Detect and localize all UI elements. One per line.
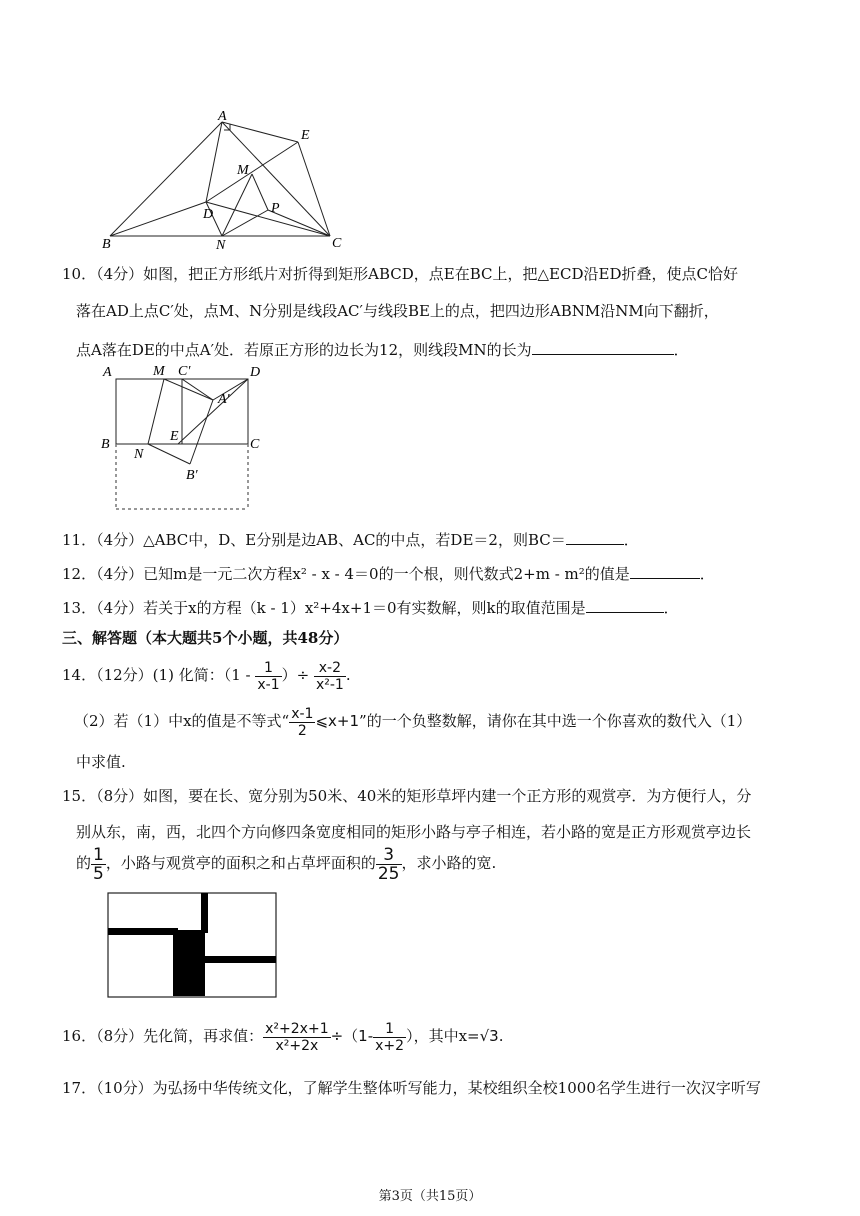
q15-frac1-num: 1 — [93, 844, 104, 865]
figure1-label-D: D — [203, 207, 214, 222]
q10-line3-end: ． — [673, 341, 689, 359]
figure2-label-A1: A′ — [218, 392, 230, 407]
q16-frac2-num: 1 — [373, 1021, 406, 1038]
q11-answer-blank[interactable] — [566, 528, 624, 545]
q13-end: ． — [663, 599, 679, 617]
q10-line3 — [76, 338, 689, 360]
q16-fraction-1 — [263, 1021, 330, 1054]
geometry-figure-triangle — [100, 108, 350, 250]
q14-fraction-1 — [255, 660, 281, 693]
q10-line2: 落在AD上点C′处，点M、N分别是线段AC′与线段BE上的点，把四边形ABNM沿NM向下翻折， — [76, 302, 719, 320]
lawn-paths-figure — [107, 892, 279, 1000]
q13-answer-blank[interactable] — [586, 596, 664, 613]
q12-answer-blank[interactable] — [630, 562, 700, 579]
q14-frac1-den: x-1 — [257, 676, 280, 693]
q15-text-line1: （8分）如图，要在长、宽分别为50米、40米的矩形草坪内建一个正方形的观赏亭．为方便行人，分 — [96, 787, 752, 805]
q14-frac3-den: 2 — [297, 722, 307, 739]
q15-line3-mid: ，小路与观赏亭的面积之和占草坪面积的 — [105, 854, 376, 872]
q14-line3: 中求值. — [76, 753, 126, 771]
q10-text-line1: （4分）如图，把正方形纸片对折得到矩形ABCD，点E在BC上，把△ECD沿ED折叠，使点C恰好 — [96, 265, 738, 283]
q13-line — [62, 596, 679, 618]
q15-frac2-den: 25 — [377, 863, 400, 884]
q14-part1-mid: ）÷ — [281, 666, 310, 684]
q11-line — [62, 528, 639, 550]
q15-frac1-den: 5 — [93, 863, 104, 884]
q15-line3-end: ，求小路的宽. — [401, 854, 497, 872]
q14-line1 — [62, 656, 351, 694]
q16-frac2-den: x+2 — [375, 1037, 405, 1054]
figure1-label-M: M — [237, 163, 249, 178]
q10-number: 10． — [62, 265, 97, 283]
q15-line3-prefix: 的 — [76, 854, 92, 872]
q14-fraction-2 — [314, 660, 346, 693]
figure2-label-E: E — [170, 429, 179, 444]
q17-text-line1: （10分）为弘扬中华传统文化，了解学生整体听写能力，某校组织全校1000名学生进行一次汉字听写 — [96, 1079, 761, 1097]
figure1-label-C: C — [332, 236, 342, 250]
q16-prefix: （8分）先化简，再求值： — [96, 1027, 264, 1045]
figure2-label-A: A — [103, 365, 112, 380]
q17-number: 17． — [62, 1079, 97, 1097]
q17-line1 — [62, 1078, 761, 1098]
q16-line — [62, 1014, 504, 1058]
figure1-label-B: B — [102, 237, 111, 250]
figure2-label-M: M — [153, 364, 165, 379]
q16-frac1-num: x²+2x+1 — [265, 1020, 329, 1037]
q10-line1 — [62, 264, 738, 284]
q16-fraction-2 — [373, 1021, 406, 1054]
q14-number: 14． — [62, 666, 97, 684]
q16-frac1-den: x²+2x — [275, 1037, 319, 1054]
q12-line — [62, 562, 715, 584]
figure2-label-B: B — [101, 437, 110, 452]
figure2-label-N: N — [134, 447, 144, 462]
q16-number: 16． — [62, 1027, 97, 1045]
q12-end: ． — [699, 565, 715, 583]
figure1-label-P: P — [271, 201, 280, 216]
q14-frac2-num: x-2 — [314, 660, 346, 677]
q16-sqrt: √3 — [479, 1027, 499, 1045]
q14-part2-prefix: （2）若（1）中x的值是不等式“ — [74, 712, 290, 730]
q14-frac1-num: 1 — [255, 660, 281, 677]
q14-part1-prefix: （12分）(1) 化简：（1 - — [96, 666, 251, 684]
q16-mid: ÷（1- — [330, 1027, 374, 1045]
q11-end: ． — [623, 531, 639, 549]
figure2-label-C: C — [250, 437, 260, 452]
geometry-figure-folded-rectangle — [98, 362, 268, 514]
q14-part1-end: . — [345, 666, 351, 684]
q15-frac2-num: 3 — [376, 846, 402, 865]
figure1-label-E: E — [301, 128, 310, 143]
q15-line2: 别从东，南，西，北四个方向修四条宽度相同的矩形小路与亭子相连，若小路的宽是正方形观赏亭边长 — [76, 823, 752, 841]
q14-line2 — [74, 702, 751, 740]
q14-part2-suffix: ”的一个负整数解，请你在其中选一个你喜欢的数代入（1） — [359, 712, 752, 730]
q13-text: （4分）若关于x的方程（k - 1）x²+4x+1＝0有实数解，则k的取值范围是 — [96, 599, 586, 617]
q11-text: （4分）△ABC中，D、E分别是边AB、AC的中点，若DE＝2，则BC＝ — [96, 531, 566, 549]
q14-fraction-3 — [289, 706, 315, 739]
q16-suffix: ），其中x= — [406, 1027, 480, 1045]
q13-number: 13． — [62, 599, 97, 617]
figure1-label-N: N — [216, 238, 226, 250]
section-title: 三、解答题（本大题共5个小题，共48分） — [62, 629, 349, 647]
q14-frac2-den: x²-1 — [315, 676, 344, 693]
q11-number: 11． — [62, 531, 97, 549]
q12-text: （4分）已知m是一元二次方程x² - x - 4＝0的一个根，则代数式2+m - m²的值是 — [96, 565, 630, 583]
page-footer: 第3页（共15页） — [378, 1189, 482, 1204]
q15-line1 — [62, 786, 751, 806]
figure1-label-A: A — [218, 109, 227, 124]
q14-frac3-num: x-1 — [291, 705, 314, 722]
figure2-label-D: D — [250, 365, 261, 380]
q15-fraction-1 — [91, 846, 106, 883]
q14-inequality-rest: ⩽x+1 — [315, 712, 360, 730]
q15-line3 — [76, 844, 496, 883]
q10-answer-blank[interactable] — [532, 338, 674, 355]
q15-number: 15． — [62, 787, 97, 805]
q12-number: 12． — [62, 565, 97, 583]
figure2-label-B1: B′ — [186, 468, 198, 483]
q15-fraction-2 — [376, 846, 402, 883]
figure2-label-C1: C′ — [178, 364, 191, 379]
q10-text-line3: 点A落在DE的中点A′处．若原正方形的边长为12，则线段MN的长为 — [76, 341, 532, 359]
q16-end: . — [498, 1027, 504, 1045]
